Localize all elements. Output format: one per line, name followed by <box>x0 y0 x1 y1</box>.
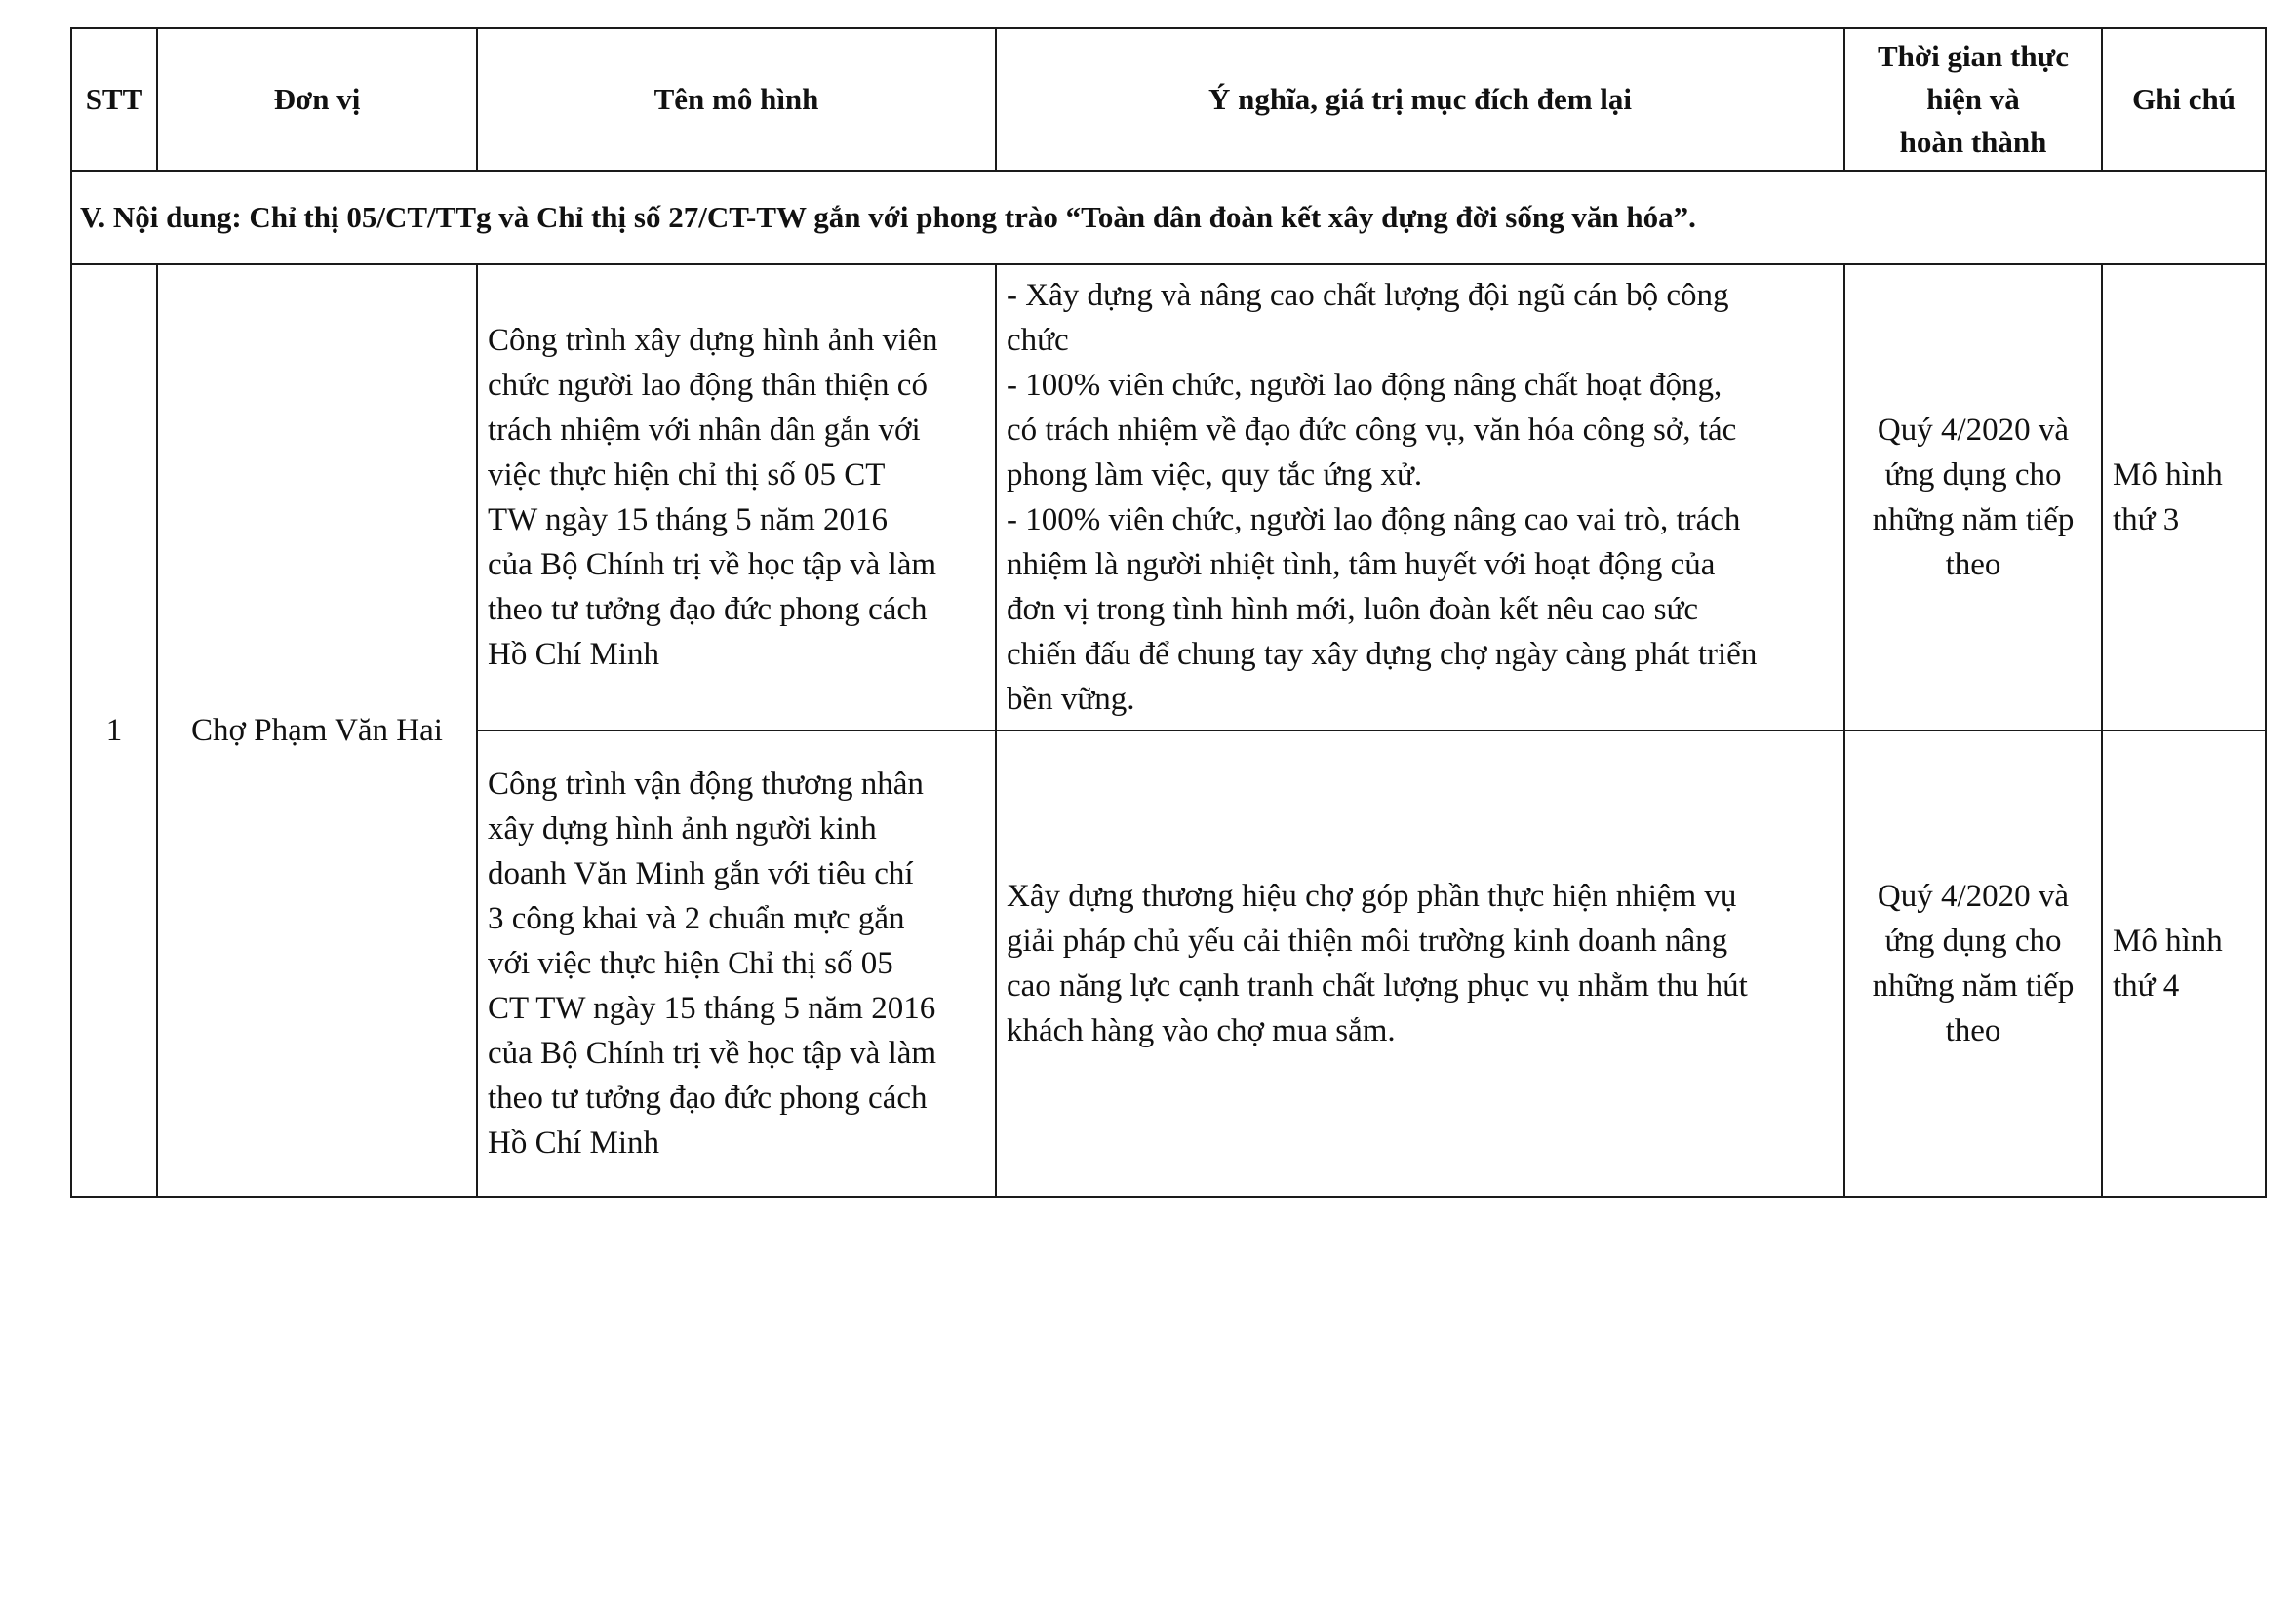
header-thoi-gian: Thời gian thực hiện và hoàn thành <box>1844 28 2102 171</box>
model-table <box>70 27 2267 1198</box>
header-y-nghia: Ý nghĩa, giá trị mục đích đem lại <box>996 28 1844 171</box>
header-don-vi: Đơn vị <box>157 28 477 171</box>
document-page <box>70 27 2265 1198</box>
thoi-gian-cell: Quý 4/2020 và ứng dụng cho những năm tiếp theo <box>1844 730 2102 1197</box>
header-ghi-chu: Ghi chú <box>2102 28 2266 171</box>
header-stt: STT <box>71 28 157 171</box>
section-title: V. Nội dung: Chỉ thị 05/CT/TTg và Chỉ thị số 27/CT-TW gắn với phong trào “Toàn dân đoàn kết xây dựng đời sống văn hóa”. <box>71 171 2266 264</box>
ghi-chu-cell: Mô hình thứ 3 <box>2102 264 2266 730</box>
don-vi-cell: Chợ Phạm Văn Hai <box>157 264 477 1197</box>
header-ten-mo-hinh: Tên mô hình <box>477 28 996 171</box>
table-header-row <box>71 28 2266 171</box>
ten-mo-hinh-cell: Công trình xây dựng hình ảnh viên chức người lao động thân thiện có trách nhiệm với nhân dân gắn với việc thực hiện chỉ thị số 05 CT TW ngày 15 tháng 5 năm 2016 của Bộ Chính trị về học tập và làm theo tư tưởng đạo đức phong cách Hồ Chí Minh <box>477 264 996 730</box>
y-nghia-cell: - Xây dựng và nâng cao chất lượng đội ngũ cán bộ công chức - 100% viên chức, người lao động nâng chất hoạt động, có trách nhiệm về đạo đức công vụ, văn hóa công sở, tác phong làm việc, quy tắc ứng xử. - 100% viên chức, người lao động nâng cao vai trò, trách nhiệm là người nhiệt tình, tâm huyết với hoạt động của đơn vị trong tình hình mới, luôn đoàn kết nêu cao sức chiến đấu để chung tay xây dựng chợ ngày càng phát triển bền vững. <box>996 264 1844 730</box>
ghi-chu-cell: Mô hình thứ 4 <box>2102 730 2266 1197</box>
thoi-gian-cell: Quý 4/2020 và ứng dụng cho những năm tiếp theo <box>1844 264 2102 730</box>
stt-cell: 1 <box>71 264 157 1197</box>
ten-mo-hinh-cell: Công trình vận động thương nhân xây dựng hình ảnh người kinh doanh Văn Minh gắn với tiêu chí 3 công khai và 2 chuẩn mực gắn với việc thực hiện Chỉ thị số 05 CT TW ngày 15 tháng 5 năm 2016 của Bộ Chính trị về học tập và làm theo tư tưởng đạo đức phong cách Hồ Chí Minh <box>477 730 996 1197</box>
section-row <box>71 171 2266 264</box>
table-row <box>71 264 2266 730</box>
y-nghia-cell: Xây dựng thương hiệu chợ góp phần thực hiện nhiệm vụ giải pháp chủ yếu cải thiện môi trường kinh doanh nâng cao năng lực cạnh tranh chất lượng phục vụ nhằm thu hút khách hàng vào chợ mua sắm. <box>996 730 1844 1197</box>
